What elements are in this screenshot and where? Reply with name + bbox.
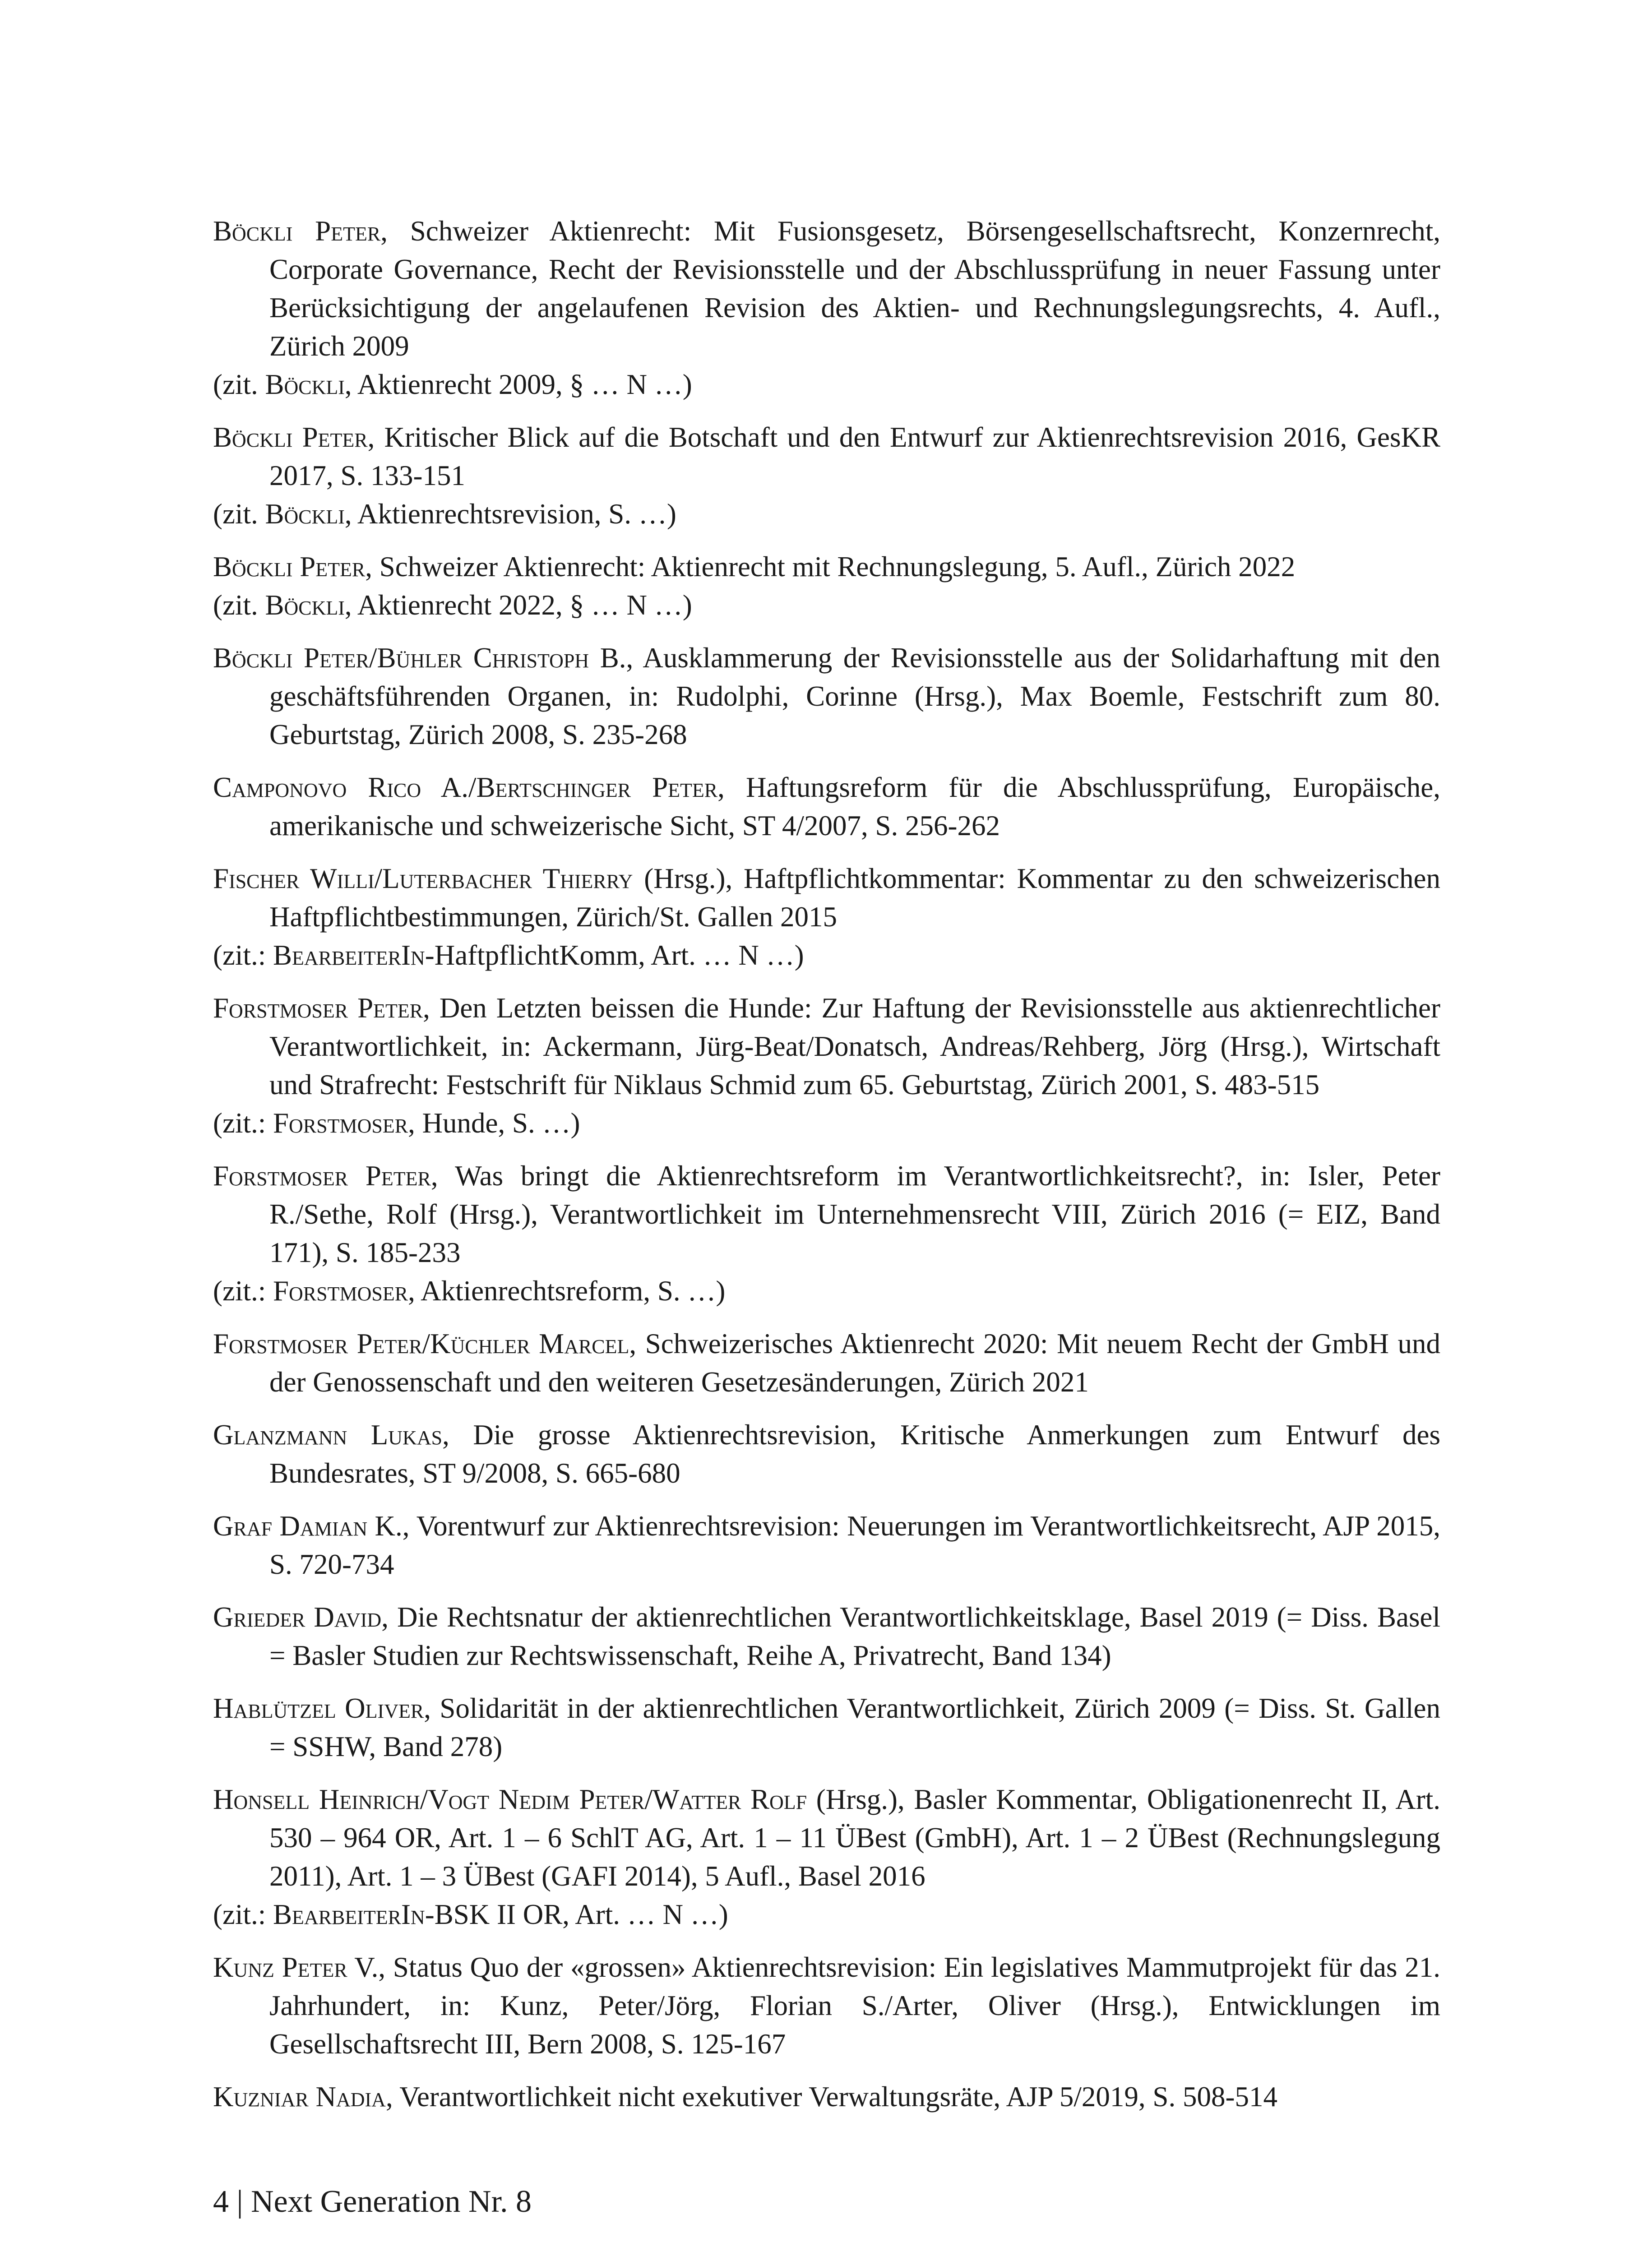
entry-author: Forstmoser Peter (213, 1160, 431, 1192)
citation-suffix: , Aktienrechtsrevision, S. …) (344, 498, 676, 530)
entry-author: Honsell Heinrich/Vogt Nedim Peter/Watter Rolf (213, 1784, 807, 1815)
entry-author: Böckli Peter/Bühler Christoph (213, 642, 589, 674)
citation-prefix: (zit.: (213, 939, 273, 971)
citation-prefix: (zit.: (213, 1275, 273, 1307)
entry-coauthor: Bertschinger Peter (476, 772, 718, 803)
bibliography-list (213, 212, 1440, 2131)
entry-text: , Kritischer Blick auf die Botschaft und den Entwurf zur Aktienrechtsrevision 2016, GesKR 2017, S. 133-151 (269, 421, 1440, 491)
page-footer (213, 2182, 532, 2222)
citation-name: Forstmoser (273, 1275, 408, 1307)
bibliography-entry (213, 989, 1440, 1142)
entry-author: Fischer Willi/Luterbacher Thierry (213, 863, 633, 894)
bibliography-entry (213, 1689, 1440, 1766)
entry-author: Forstmoser Peter (213, 992, 423, 1024)
citation-name: BearbeiterIn (273, 1899, 425, 1930)
entry-citation (213, 1272, 1440, 1310)
citation-prefix: (zit. (213, 369, 265, 400)
entry-citation (213, 1104, 1440, 1142)
entry-text: (Hrsg.), Haftpflichtkommentar: Kommentar zu den schweizerischen Haftpflichtbestimmungen, Zürich/St. Gallen 2015 (269, 863, 1440, 933)
entry-text: , Schweizerisches Aktienrecht 2020: Mit neuem Recht der GmbH und der Genossenschaft und den weiteren Gesetzesänderungen, Zürich 2021 (269, 1328, 1440, 1398)
entry-text: B., Ausklammerung der Revisionsstelle aus der Solidarhaftung mit den geschäftsführenden Organen, in: Rudolphi, Corinne (Hrsg.), Max Boemle, Festschrift zum 80. Geburtstag, Zürich 2008, S. 235-268 (269, 642, 1440, 750)
entry-citation (213, 936, 1440, 975)
bibliography-entry (213, 1598, 1440, 1675)
entry-text: , Die grosse Aktienrechtsrevision, Kritische Anmerkungen zum Entwurf des Bundesrates, ST 9/2008, S. 665-680 (269, 1419, 1441, 1489)
citation-suffix: , Aktienrechtsreform, S. …) (408, 1275, 726, 1307)
entry-text: K., Vorentwurf zur Aktienrechtsrevision: Neuerungen im Verantwortlichkeitsrecht, AJP 2015, S. 720-734 (269, 1510, 1440, 1580)
bibliography-entry (213, 1416, 1440, 1493)
entry-author: Camponovo Rico (213, 772, 421, 803)
entry-text: , Den Letzten beissen die Hunde: Zur Haftung der Revisionsstelle aus aktienrechtlicher Verantwortlichkeit, in: Ackermann, Jürg-Beat/Donatsch, Andreas/Rehberg, Jörg (Hrsg.), Wirtschaft und Strafrecht: Festschrift für Niklaus Schmid zum 65. Geburtstag, Zürich 2001, S. 483-515 (269, 992, 1440, 1100)
entry-text: , Was bringt die Aktienrechtsreform im Verantwortlichkeitsrecht?, in: Isler, Peter R./Sethe, Rolf (Hrsg.), Verantwortlichkeit im Unternehmensrecht VIII, Zürich 2016 (= EIZ, Band 171), S. 185-233 (269, 1160, 1440, 1268)
bibliography-entry (213, 639, 1440, 754)
citation-prefix: (zit. (213, 589, 265, 621)
citation-name: Böckli (265, 498, 345, 530)
citation-suffix: -BSK II OR, Art. … N …) (425, 1899, 728, 1930)
entry-author: Böckli Peter (213, 421, 368, 453)
bibliography-entry (213, 768, 1440, 845)
bibliography-entry (213, 1780, 1440, 1934)
citation-prefix: (zit.: (213, 1899, 273, 1930)
entry-author: Kuzniar Nadia (213, 2081, 386, 2113)
entry-citation (213, 365, 1440, 404)
entry-author: Graf Damian (213, 1510, 368, 1542)
entry-text: V., Status Quo der «grossen» Aktienrechtsrevision: Ein legislatives Mammutprojekt für das 21. Jahrhundert, in: Kunz, Peter/Jörg, Florian S./Arter, Oliver (Hrsg.), Entwicklungen im Gesellschaftsrecht III, Bern 2008, S. 125-167 (269, 1951, 1440, 2060)
citation-suffix: , Hunde, S. …) (408, 1107, 580, 1139)
entry-text: , Schweizer Aktienrecht: Mit Fusionsgesetz, Börsengesellschaftsrecht, Konzernrecht, Corporate Governance, Recht der Revisionsstelle und der Abschlussprüfung in neuer Fassung unter Berücksichtigung der angelaufenen Revision des Aktien- und Rechnungslegungsrechts, 4. Aufl., Zürich 2009 (269, 215, 1440, 362)
entry-citation (213, 586, 1440, 624)
entry-author: Grieder David (213, 1601, 382, 1633)
citation-name: BearbeiterIn (273, 939, 425, 971)
entry-author: Böckli Peter (213, 215, 381, 247)
entry-citation (213, 1895, 1440, 1934)
entry-text: (Hrsg.), Basler Kommentar, Obligationenrecht II, Art. 530 – 964 OR, Art. 1 – 6 SchlT AG, Art. 1 – 11 ÜBest (GmbH), Art. 1 – 2 ÜBest (Rechnungslegung 2011), Art. 1 – 3 ÜBest (GAFI 2014), 5 Aufl., Basel 2016 (269, 1784, 1440, 1892)
entry-citation (213, 495, 1440, 533)
citation-suffix: -HaftpflichtKomm, Art. … N …) (425, 939, 804, 971)
entry-author: Kunz Peter (213, 1951, 347, 1983)
entry-text-continued: , Haftungsreform für die Abschlussprüfung, Europäische, amerikanische und schweizerische Sicht, ST 4/2007, S. 256-262 (269, 772, 1440, 841)
bibliography-entry (213, 860, 1440, 975)
footer-page-label: 4 | Next Generation Nr. 8 (213, 2184, 532, 2219)
bibliography-entry (213, 212, 1440, 404)
citation-suffix: , Aktienrecht 2009, § … N …) (344, 369, 692, 400)
entry-author: Glanzmann Lukas (213, 1419, 443, 1451)
bibliography-entry (213, 1157, 1440, 1310)
entry-text: , Solidarität in der aktienrechtlichen Verantwortlichkeit, Zürich 2009 (= Diss. St. Gallen = SSHW, Band 278) (269, 1692, 1440, 1762)
citation-prefix: (zit.: (213, 1107, 273, 1139)
entry-text: , Verantwortlichkeit nicht exekutiver Verwaltungsräte, AJP 5/2019, S. 508-514 (385, 2081, 1277, 2113)
bibliography-entry (213, 418, 1440, 533)
citation-name: Böckli (265, 369, 345, 400)
citation-prefix: (zit. (213, 498, 265, 530)
citation-suffix: , Aktienrecht 2022, § … N …) (344, 589, 692, 621)
bibliography-entry (213, 548, 1440, 624)
bibliography-entry (213, 2078, 1440, 2116)
bibliography-entry (213, 1325, 1440, 1401)
citation-name: Böckli (265, 589, 345, 621)
entry-author: Forstmoser Peter/Küchler Marcel (213, 1328, 629, 1359)
entry-author: Hablützel Oliver (213, 1692, 424, 1724)
entry-author: Böckli Peter (213, 551, 366, 582)
entry-text: , Die Rechtsnatur der aktienrechtlichen Verantwortlichkeitsklage, Basel 2019 (= Diss. Basel = Basler Studien zur Rechtswissenschaft, Reihe A, Privatrecht, Band 134) (269, 1601, 1440, 1671)
entry-text: , Schweizer Aktienrecht: Aktienrecht mit Rechnungslegung, 5. Aufl., Zürich 2022 (365, 551, 1296, 582)
entry-text: A./ (421, 772, 477, 803)
bibliography-entry (213, 1948, 1440, 2063)
bibliography-entry (213, 1507, 1440, 1584)
citation-name: Forstmoser (273, 1107, 408, 1139)
